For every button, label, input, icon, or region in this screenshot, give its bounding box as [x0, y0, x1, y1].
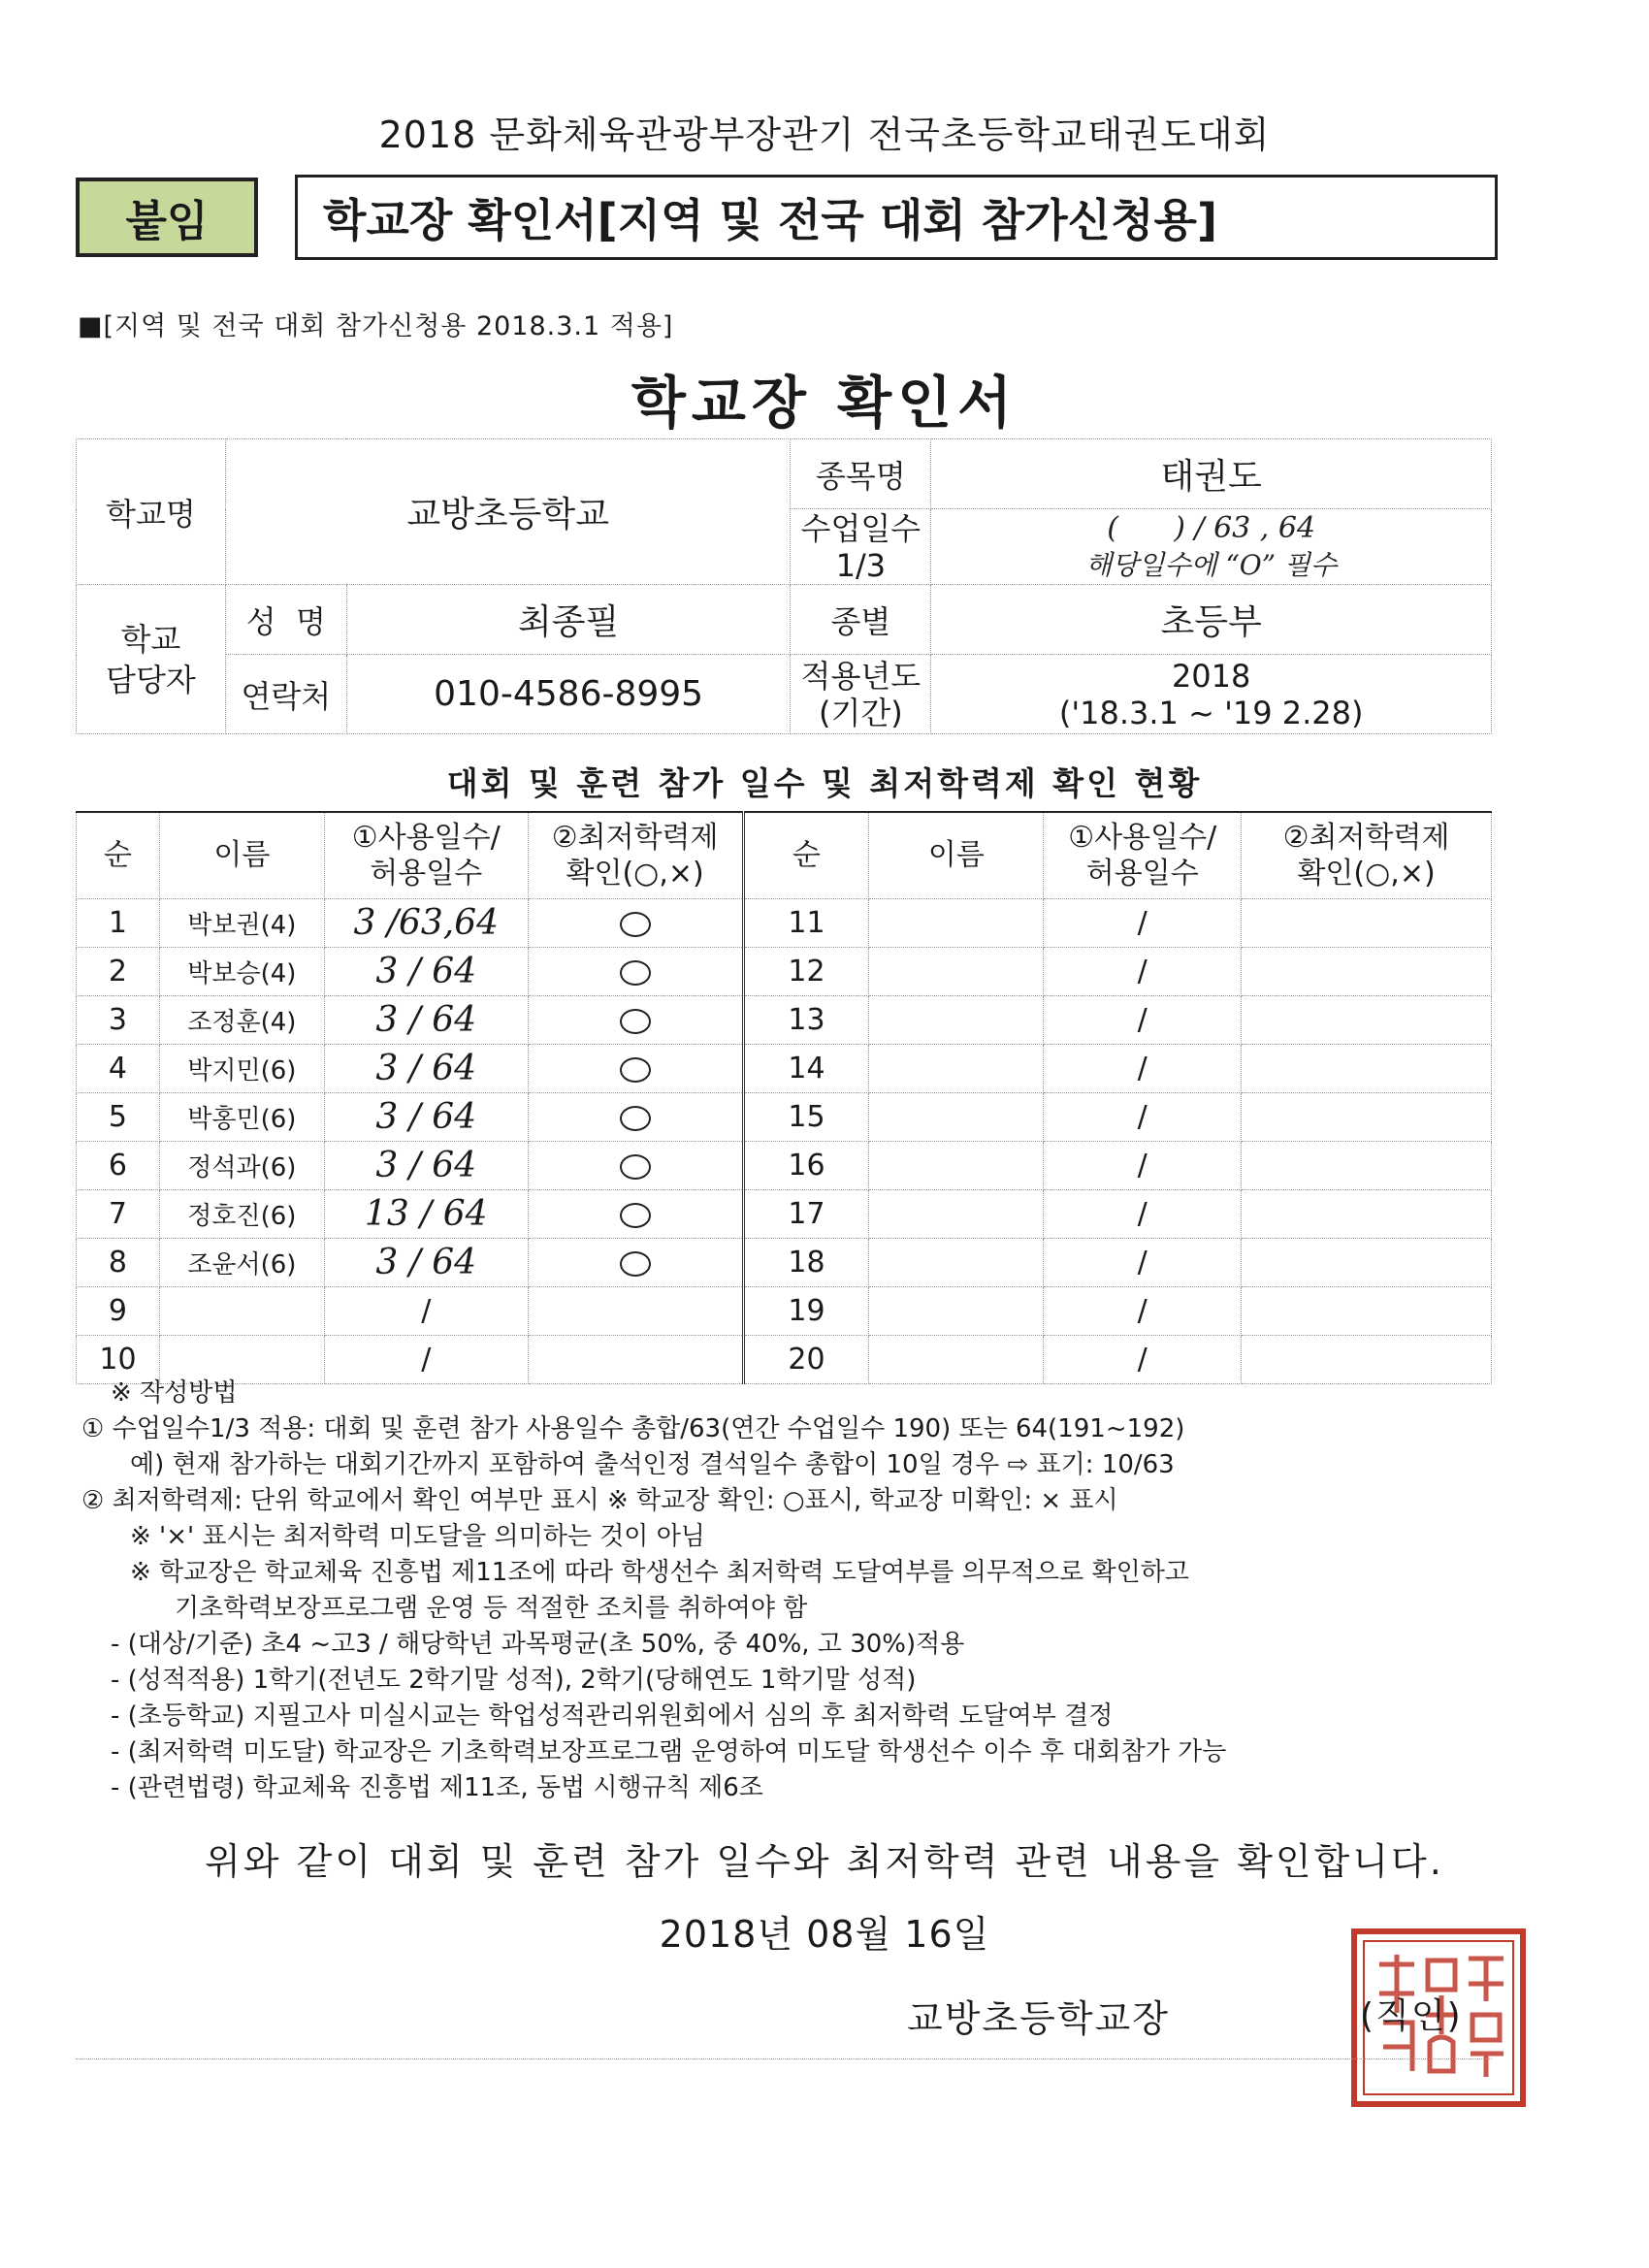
attachment-tag — [76, 178, 258, 257]
min-academic-check-cell — [1242, 1190, 1492, 1239]
staff-name-label: 성 명 — [225, 585, 346, 655]
class-days-label-line2: 1/3 — [835, 546, 887, 584]
note-line: ② 최저학력제: 단위 학교에서 확인 여부만 표시 ※ 학교장 확인: ○표시, 학교장 미확인: × 표시 — [81, 1486, 1118, 1515]
used-days-cell — [1044, 1239, 1242, 1287]
student-name-cell — [159, 1190, 324, 1239]
min-academic-check — [620, 1203, 651, 1228]
row-number-cell — [743, 899, 869, 948]
header-used-days-right-line2: 허용일수 — [1085, 857, 1199, 891]
min-academic-check-cell — [528, 899, 743, 948]
header-min-academic-line1: ②최저학력제 — [551, 820, 719, 855]
banner-title: 학교장 확인서[지역 및 전국 대회 참가신청용] — [323, 194, 1217, 246]
used-days: 3 / 64 — [375, 1243, 477, 1282]
row-number: 2 — [108, 955, 128, 988]
header-min-academic — [528, 812, 743, 899]
used-days: 3 / 64 — [375, 1146, 477, 1185]
header-name: 이름 — [159, 812, 324, 899]
note-line: ① 수업일수1/3 적용: 대회 및 훈련 참가 사용일수 총합/63(연간 수업일수 190) 또는 64(191~192) — [81, 1414, 1185, 1443]
student-name-cell — [159, 899, 324, 948]
used-days: / — [1137, 1294, 1148, 1328]
min-academic-check — [620, 1009, 651, 1034]
class-days-value-line1: ( ) / 63 , 64 — [1107, 510, 1316, 545]
student-name-cell — [869, 948, 1044, 996]
used-days-cell — [324, 1239, 528, 1287]
contact-value: 010-4586-8995 — [346, 655, 791, 734]
row-number: 14 — [788, 1052, 825, 1085]
row-number-cell — [77, 899, 160, 948]
applied-year-label-line1: 적용년도 — [800, 657, 922, 695]
note-line: 예) 현재 참가하는 대회기간까지 포함하여 출석인정 결석일수 총합이 10일 경우 ⇨ 표기: 10/63 — [130, 1450, 1175, 1479]
applied-year-label — [791, 655, 931, 734]
used-days: / — [1137, 1343, 1148, 1377]
document-title: 학교장 확인서 — [630, 370, 1018, 436]
row-number: 16 — [788, 1149, 825, 1183]
class-days-value — [931, 509, 1492, 585]
min-academic-check-cell — [528, 1287, 743, 1336]
row-number: 15 — [788, 1100, 825, 1134]
header-min-academic-right — [1242, 812, 1492, 899]
row-number-cell — [77, 1045, 160, 1093]
min-academic-check — [620, 1057, 651, 1083]
seal-label: (직인) — [1360, 1996, 1463, 2036]
row-number-cell — [743, 1190, 869, 1239]
confirmation-statement: 위와 같이 대회 및 훈련 참가 일수와 최저학력 관련 내용을 확인합니다. — [205, 1840, 1444, 1883]
row-number: 3 — [108, 1003, 128, 1037]
row-number-cell — [77, 1239, 160, 1287]
used-days-cell — [324, 1045, 528, 1093]
writing-method-notes — [81, 1376, 1517, 1806]
note-line: - (성적적용) 1학기(전년도 2학기말 성적), 2학기(당해연도 1학기말 성적) — [111, 1666, 917, 1695]
table-row — [77, 948, 1492, 996]
row-number-cell — [743, 1093, 869, 1142]
student-name: 박홍민(6) — [187, 1105, 297, 1134]
min-academic-check-cell — [1242, 1142, 1492, 1190]
student-name-cell — [869, 1142, 1044, 1190]
min-academic-check — [620, 960, 651, 986]
min-academic-check-cell — [1242, 1239, 1492, 1287]
student-name-cell — [159, 1142, 324, 1190]
used-days: / — [421, 1343, 432, 1377]
table-row — [77, 996, 1492, 1045]
row-number: 9 — [108, 1294, 128, 1328]
header-used-days-line1: ①사용일수/ — [351, 820, 501, 855]
row-number: 11 — [788, 906, 825, 940]
min-academic-check-cell — [1242, 1093, 1492, 1142]
min-academic-check-cell — [528, 996, 743, 1045]
min-academic-check-cell — [528, 1045, 743, 1093]
row-number: 4 — [108, 1052, 128, 1085]
row-number: 5 — [108, 1100, 128, 1134]
used-days-cell — [324, 996, 528, 1045]
row-number: 7 — [108, 1197, 128, 1231]
note-line: 기초학력보장프로그램 운영 등 적절한 조치를 취하여야 함 — [175, 1594, 808, 1623]
note-line: - (대상/기준) 초4 ~고3 / 해당학년 과목평균(초 50%, 중 40%, 고 30%)적용 — [111, 1630, 965, 1659]
student-name-cell — [159, 1287, 324, 1336]
used-days: 13 / 64 — [364, 1194, 488, 1234]
used-days: / — [1137, 955, 1148, 988]
used-days: / — [1137, 1149, 1148, 1183]
header-min-academic-right-line1: ②최저학력제 — [1282, 820, 1450, 855]
student-name-cell — [159, 948, 324, 996]
bottom-divider — [76, 2058, 1492, 2059]
header-min-academic-line2: 확인(○,×) — [566, 857, 704, 891]
table-row — [77, 899, 1492, 948]
row-number: 18 — [788, 1246, 825, 1280]
header-name-right: 이름 — [869, 812, 1044, 899]
used-days-cell — [1044, 1190, 1242, 1239]
student-name: 박지민(6) — [187, 1056, 297, 1085]
student-name-cell — [159, 1093, 324, 1142]
row-number: 17 — [788, 1197, 825, 1231]
event-value: 태권도 — [931, 439, 1492, 509]
student-name-cell — [869, 1239, 1044, 1287]
row-number: 6 — [108, 1149, 128, 1183]
row-number-cell — [743, 1239, 869, 1287]
used-days-cell — [324, 899, 528, 948]
used-days: 3 / 64 — [375, 1097, 477, 1137]
min-academic-check-cell — [1242, 948, 1492, 996]
row-number-cell — [77, 1287, 160, 1336]
school-name-value: 교방초등학교 — [225, 439, 791, 585]
document-date: 2018년 08월 16일 — [659, 1913, 990, 1956]
row-number-cell — [743, 1287, 869, 1336]
note-line: - (관련법령) 학교체육 진흥법 제11조, 동법 시행규칙 제6조 — [111, 1773, 763, 1802]
used-days-cell — [1044, 1287, 1242, 1336]
student-name-cell — [869, 1093, 1044, 1142]
student-name-cell — [159, 996, 324, 1045]
min-academic-check-cell — [1242, 1045, 1492, 1093]
row-number-cell — [77, 1142, 160, 1190]
header-min-academic-right-line2: 확인(○,×) — [1297, 857, 1436, 891]
applied-year-value-line2: ('18.3.1 ~ '19 2.28) — [1058, 694, 1364, 731]
applied-year-label-line2: (기간) — [818, 694, 903, 731]
used-days: 3 / 64 — [375, 1049, 477, 1088]
min-academic-check-cell — [528, 1142, 743, 1190]
student-name: 정석과(6) — [187, 1153, 297, 1183]
school-staff-label — [77, 585, 226, 734]
used-days: / — [1137, 1100, 1148, 1134]
row-number: 13 — [788, 1003, 825, 1037]
student-name-cell — [869, 1190, 1044, 1239]
row-number: 8 — [108, 1246, 128, 1280]
used-days: / — [421, 1294, 432, 1328]
header-no: 순 — [77, 812, 160, 899]
contact-label: 연락처 — [225, 655, 346, 734]
header-used-days — [324, 812, 528, 899]
row-number: 12 — [788, 955, 825, 988]
student-name: 박보승(4) — [187, 959, 297, 988]
student-name-cell — [869, 1287, 1044, 1336]
used-days-cell — [1044, 1045, 1242, 1093]
used-days-cell — [324, 1142, 528, 1190]
header-used-days-right — [1044, 812, 1242, 899]
student-name: 조정훈(4) — [187, 1008, 297, 1037]
participation-table — [76, 811, 1492, 1384]
principal-title: 교방초등학교장 — [907, 1997, 1170, 2040]
min-academic-check-cell — [1242, 996, 1492, 1045]
attachment-tag-label: 붙임 — [125, 197, 209, 246]
applied-year-value — [931, 655, 1492, 734]
min-academic-check — [620, 1251, 651, 1277]
division-value: 초등부 — [931, 585, 1492, 655]
row-number: 19 — [788, 1294, 825, 1328]
header-no-right: 순 — [743, 812, 869, 899]
used-days: 3 / 64 — [375, 952, 477, 991]
min-academic-check-cell — [528, 1093, 743, 1142]
used-days: / — [1137, 1197, 1148, 1231]
student-name: 정호진(6) — [187, 1202, 297, 1231]
note-line: ※ '×' 표시는 최저학력 미도달을 의미하는 것이 아님 — [130, 1522, 705, 1551]
used-days-cell — [324, 1190, 528, 1239]
row-number-cell — [743, 996, 869, 1045]
row-number-cell — [743, 948, 869, 996]
used-days: / — [1137, 1003, 1148, 1037]
applied-year-value-line1: 2018 — [1171, 657, 1251, 695]
student-name-cell — [159, 1045, 324, 1093]
row-number: 20 — [788, 1343, 825, 1377]
row-number-cell — [743, 1045, 869, 1093]
used-days-cell — [1044, 899, 1242, 948]
table-row — [77, 1239, 1492, 1287]
table-row — [77, 1093, 1492, 1142]
row-number-cell — [77, 1093, 160, 1142]
row-number: 1 — [108, 906, 128, 940]
used-days-cell — [1044, 996, 1242, 1045]
used-days: / — [1137, 906, 1148, 940]
student-name-cell — [159, 1239, 324, 1287]
table-row — [77, 1190, 1492, 1239]
used-days-cell — [1044, 1142, 1242, 1190]
used-days-cell — [324, 948, 528, 996]
min-academic-check — [620, 1106, 651, 1131]
used-days: / — [1137, 1052, 1148, 1085]
class-days-label — [791, 509, 931, 585]
min-academic-check-cell — [528, 1239, 743, 1287]
notes-heading: ※ 작성방법 — [111, 1378, 238, 1408]
table-row — [77, 1287, 1492, 1336]
used-days-cell — [1044, 948, 1242, 996]
top-title: 2018 문화체육관광부장관기 전국초등학교태권도대회 — [378, 113, 1271, 156]
min-academic-check-cell — [528, 948, 743, 996]
class-days-label-line1: 수업일수 — [800, 509, 922, 547]
min-academic-check-cell — [528, 1190, 743, 1239]
note-line: - (최저학력 미도달) 학교장은 기초학력보장프로그램 운영하여 미도달 학생선수 이수 후 대회참가 가능 — [111, 1737, 1227, 1766]
table-header-row — [77, 812, 1492, 899]
info-table — [76, 438, 1492, 734]
student-name-cell — [869, 996, 1044, 1045]
row-number-cell — [77, 1190, 160, 1239]
event-label: 종목명 — [791, 439, 931, 509]
used-days-cell — [324, 1093, 528, 1142]
header-used-days-line2: 허용일수 — [370, 857, 483, 891]
section-heading: 대회 및 훈련 참가 일수 및 최저학력제 확인 현황 — [446, 764, 1203, 802]
header-used-days-right-line1: ①사용일수/ — [1068, 820, 1217, 855]
used-days: / — [1137, 1246, 1148, 1280]
student-name-cell — [869, 1045, 1044, 1093]
used-days: 3 / 64 — [375, 1000, 477, 1040]
student-name: 박보권(4) — [187, 911, 297, 940]
table-row — [77, 1142, 1492, 1190]
row-number-cell — [77, 948, 160, 996]
row-number-cell — [743, 1142, 869, 1190]
banner-title-box — [295, 175, 1498, 260]
row-number: 10 — [99, 1343, 137, 1377]
min-academic-check — [620, 912, 651, 937]
min-academic-check-cell — [1242, 899, 1492, 948]
division-label: 종별 — [791, 585, 931, 655]
min-academic-check-cell — [1242, 1287, 1492, 1336]
note-line: - (초등학교) 지필고사 미실시교는 학업성적관리위원회에서 심의 후 최저학력 도달여부 결정 — [111, 1701, 1114, 1731]
class-days-value-line2: 해당일수에 “O” 필수 — [1085, 548, 1338, 581]
used-days-cell — [324, 1287, 528, 1336]
note-line: ※ 학교장은 학교체육 진흥법 제11조에 따라 학생선수 최저학력 도달여부를 의무적으로 확인하고 — [130, 1558, 1189, 1587]
school-staff-label-line2: 담당자 — [106, 661, 196, 698]
student-name-cell — [869, 899, 1044, 948]
school-staff-label-line1: 학교 — [120, 620, 181, 658]
min-academic-check — [620, 1154, 651, 1180]
student-name: 조윤서(6) — [187, 1250, 297, 1280]
table-row — [77, 1045, 1492, 1093]
used-days: 3 /63,64 — [353, 903, 500, 943]
staff-name-value: 최종필 — [346, 585, 791, 655]
used-days-cell — [1044, 1093, 1242, 1142]
row-number-cell — [77, 996, 160, 1045]
school-name-label: 학교명 — [77, 439, 226, 585]
applicability-note: ■[지역 및 전국 대회 참가신청용 2018.3.1 적용] — [78, 311, 674, 341]
